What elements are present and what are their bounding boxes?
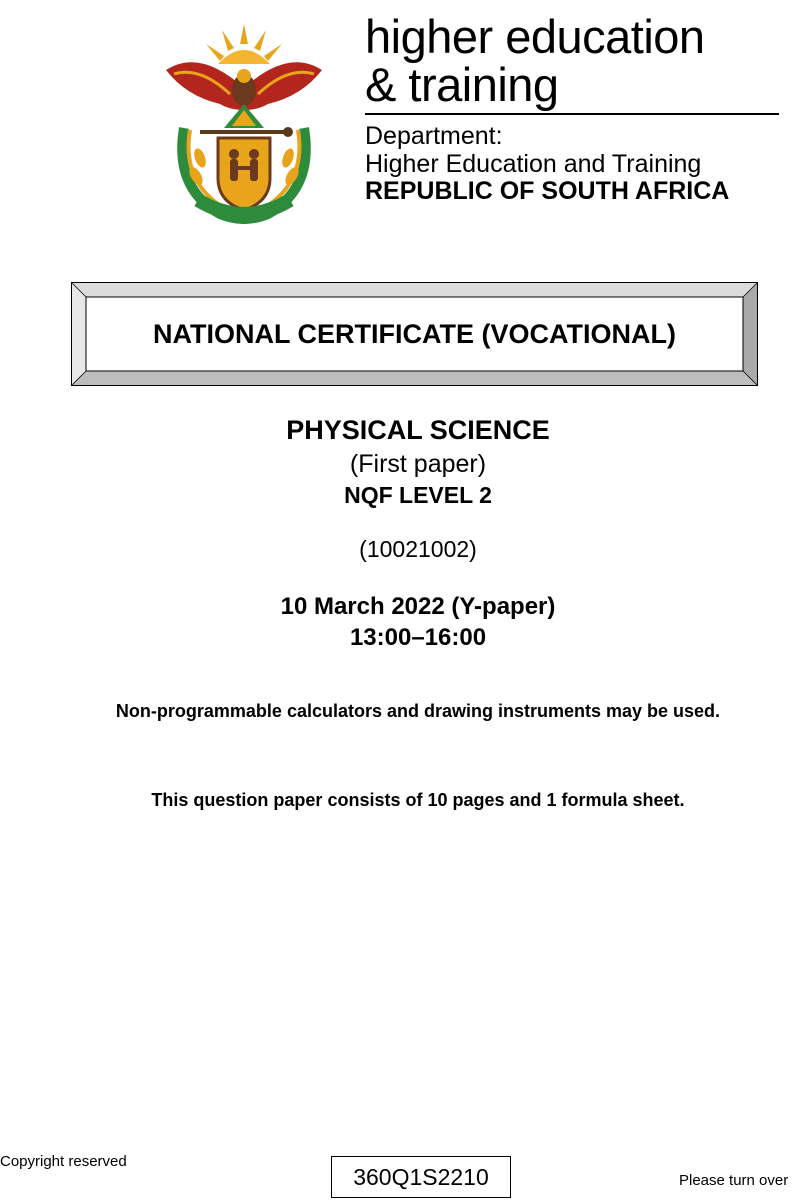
subject-title: PHYSICAL SCIENCE	[286, 415, 550, 445]
calculator-instruction: Non-programmable calculators and drawing instruments may be used.	[115, 701, 721, 721]
copyright-notice: Copyright reserved	[0, 1153, 127, 1170]
nqf-level: NQF LEVEL 2	[344, 482, 492, 508]
certificate-title: NATIONAL CERTIFICATE (VOCATIONAL)	[153, 318, 676, 349]
exam-time: 13:00–16:00	[349, 624, 487, 651]
brand-line-2: & training	[365, 58, 559, 111]
page-count-note: This question paper consists of 10 pages and 1 formula sheet.	[151, 790, 685, 810]
paper-number: (First paper)	[349, 450, 487, 478]
brand-divider	[365, 113, 779, 115]
department-name: Higher Education and Training	[365, 150, 702, 178]
subject-code: (10021002)	[359, 536, 477, 562]
coat-of-arms-icon	[160, 18, 328, 224]
brand-line-1: higher education	[365, 10, 705, 63]
exam-date: 10 March 2022 (Y-paper)	[280, 593, 556, 620]
department-label: Department:	[365, 122, 503, 150]
turn-over-note: Please turn over	[679, 1172, 789, 1189]
paper-id-box: 360Q1S2210	[331, 1156, 511, 1198]
country-name: REPUBLIC OF SOUTH AFRICA	[365, 177, 730, 205]
